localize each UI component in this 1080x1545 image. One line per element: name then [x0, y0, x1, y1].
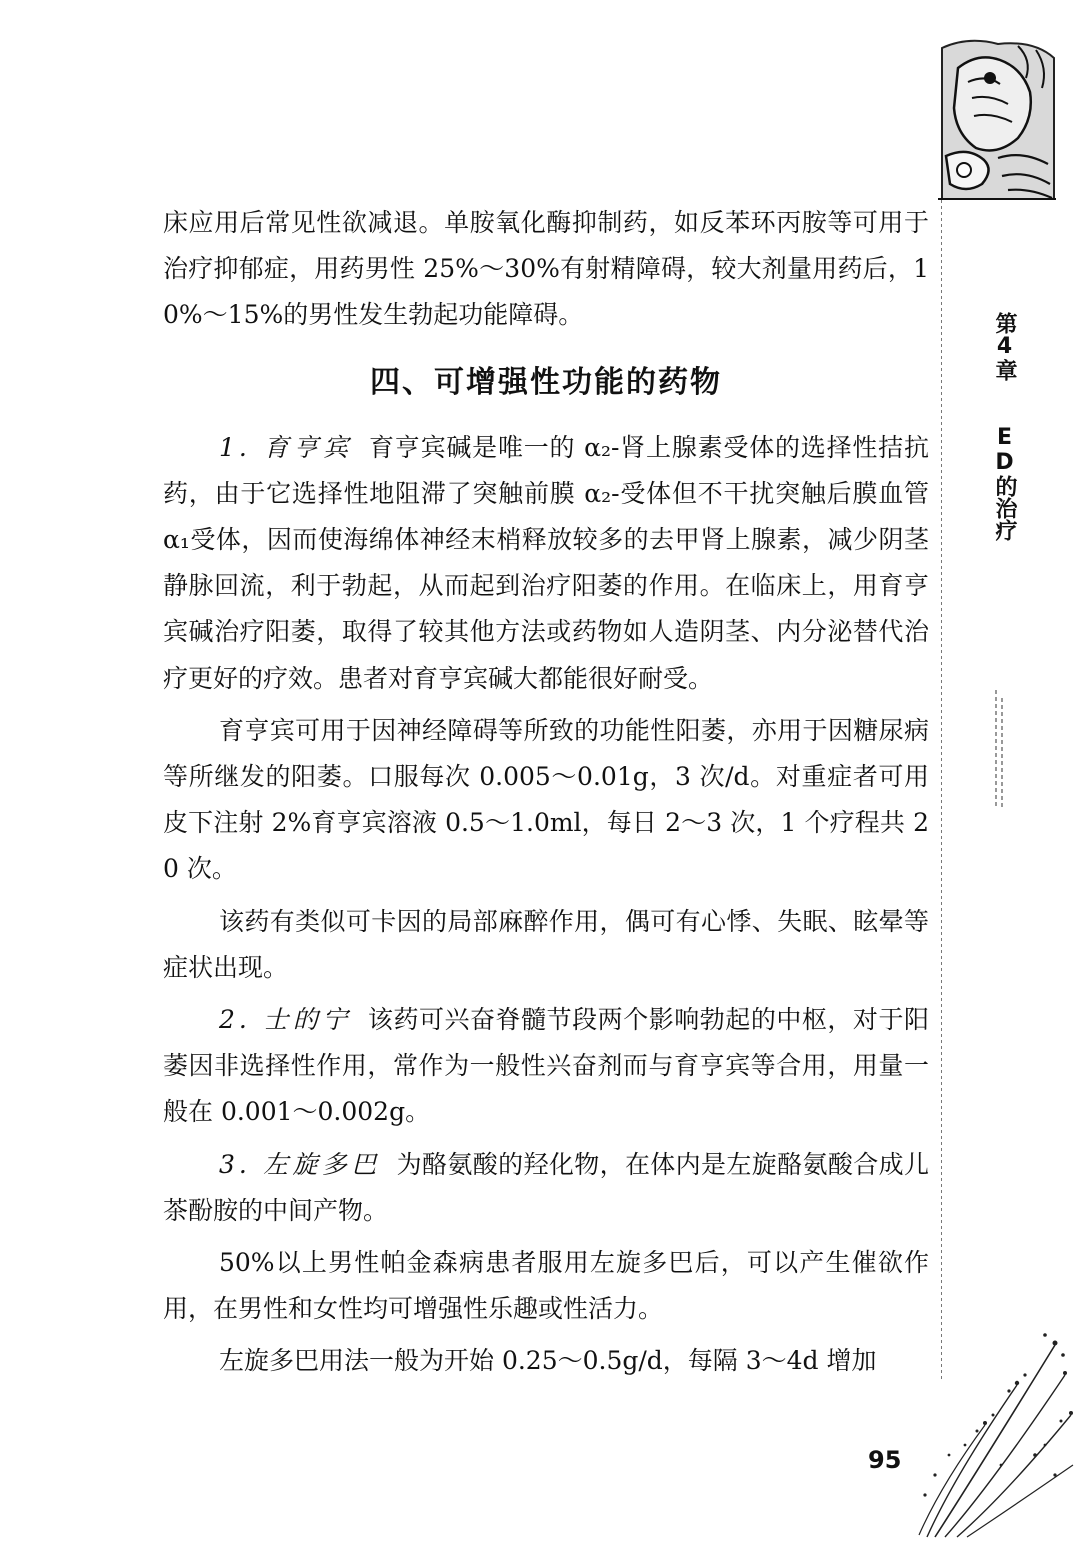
paragraph: 左旋多巴用法一般为开始 0.25～0.5g/d，每隔 3～4d 增加	[219, 1346, 877, 1376]
paragraph: 床应用后常见性欲减退。单胺氧化酶抑制药，如反苯环丙胺等可用于治疗抑郁症，用药男性 25%～30%有射精障碍，较大剂量用药后，10%～15%的男性发生勃起功能障碍。	[163, 208, 929, 330]
page-number: 95	[868, 1446, 902, 1474]
drug-name: 1. 育亨宾	[219, 432, 353, 462]
chapter-illustration-icon	[938, 38, 1056, 200]
decorative-grass-icon	[905, 1325, 1075, 1540]
section-heading: 四、可增强性功能的药物	[370, 364, 722, 400]
item-text: 该药可兴奋脊髓节段两个影响勃起的中枢，对于阳萎因非选择性作用，常作为一般性兴奋剂而与育亨宾等合用，用量一般在 0.001～0.002g。	[163, 1005, 929, 1127]
paragraph: 该药有类似可卡因的局部麻醉作用，偶可有心悸、失眠、眩晕等症状出现。	[163, 906, 929, 982]
chapter-tab	[984, 312, 1024, 547]
paragraph-item-2	[163, 997, 929, 1136]
margin-ticks	[982, 690, 1012, 810]
chapter-number: 第4章	[992, 312, 1017, 381]
paragraph-item-1	[163, 425, 929, 702]
drug-name: 2. 士的宁	[219, 1005, 352, 1035]
paragraph: 育亨宾可用于因神经障碍等所致的功能性阳萎，亦用于因糖尿病等所继发的阳萎。口服每次 0.005～0.01g，3 次/d。对重症者可用皮下注射 2%育亨宾溶液 0.5～1.0ml，每日 2～3 次，1 个疗程共 20 次。	[163, 715, 929, 884]
paragraph: 50%以上男性帕金森病患者服用左旋多巴后，可以产生催欲作用，在男性和女性均可增强性乐趣或性活力。	[163, 1248, 929, 1324]
item-text: 为酪氨酸的羟化物，在体内是左旋酪氨酸合成儿茶酚胺的中间产物。	[163, 1149, 929, 1225]
paragraph-item-3	[163, 1142, 929, 1234]
drug-name: 3. 左旋多巴	[219, 1149, 381, 1179]
item-text: 育亨宾碱是唯一的 α₂-肾上腺素受体的选择性拮抗药，由于它选择性地阻滞了突触前膜 α₂-受体但不干扰突触后膜血管 α₁受体，因而使海绵体神经末梢释放较多的去甲肾上腺素，减少阴茎静脉回流，利于勃起，从而起到治疗阳萎的作用。在临床上，用育亨宾碱治疗阳萎，取得了较其他方法或药物如人造阴茎、内分泌替代治疗更好的疗效。患者对育亨宾碱大都能很好耐受。	[163, 432, 929, 693]
main-text	[163, 200, 929, 1385]
margin-rule	[940, 200, 943, 1380]
chapter-topic: ED的治疗	[992, 425, 1017, 541]
